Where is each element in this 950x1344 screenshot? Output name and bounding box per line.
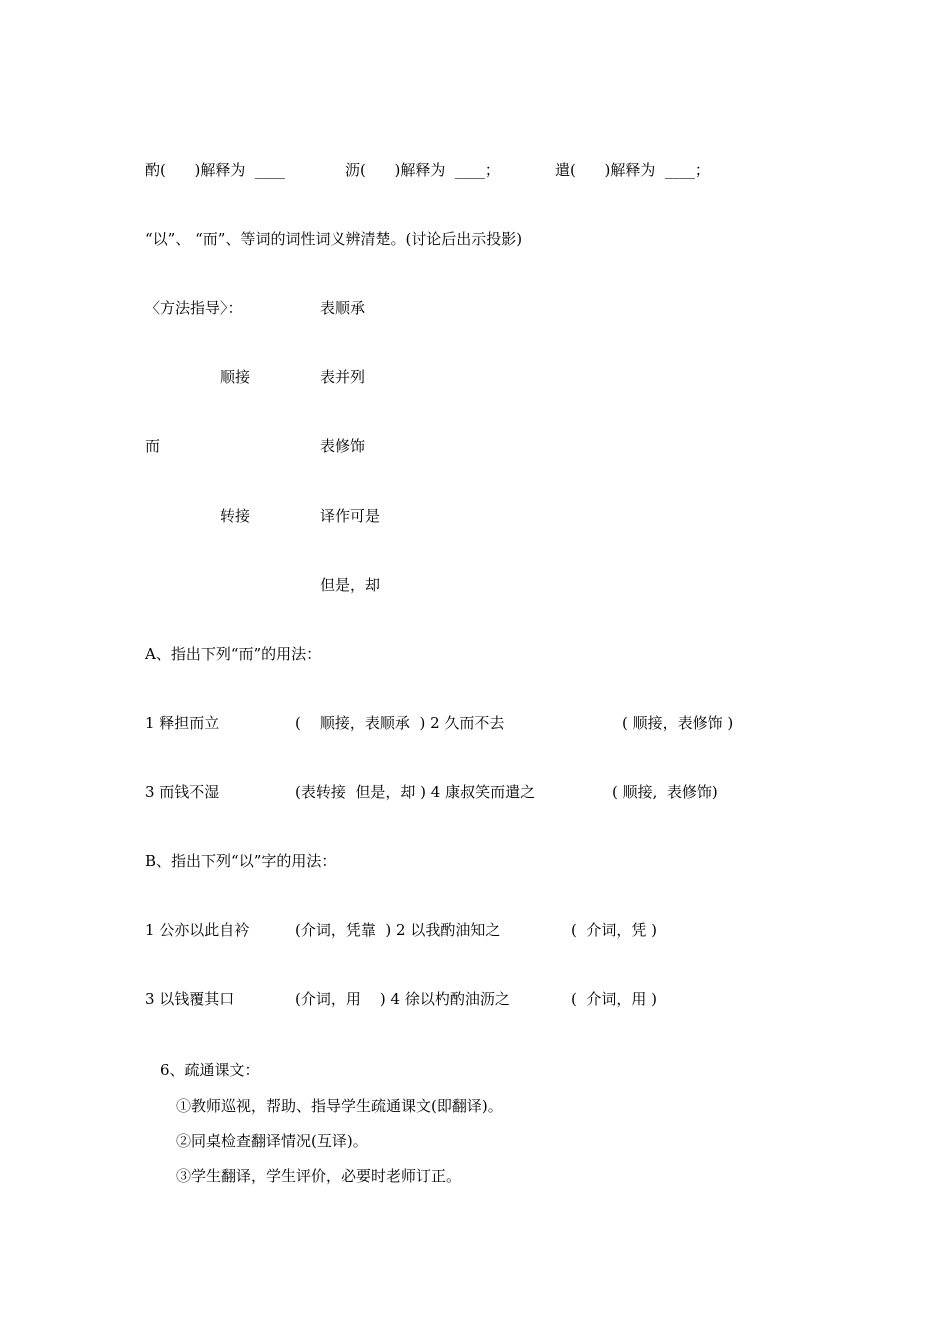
section-b-row2-right: ( 介词，用 ) [571, 990, 658, 1008]
section-a-row2-mid: (表转接 但是，却 ) 4 康叔笑而遣之 [295, 783, 536, 801]
method-heading: 〈方法指导〉： [145, 299, 243, 317]
section-a-row2-left: 3 而钱不湿 [145, 783, 220, 801]
blank-zhuo: 酌( )解释为 ____ [145, 161, 285, 179]
blank-qian: 遣( )解释为 ____； [555, 161, 710, 179]
section-b-row1-left: 1 公亦以此自衿 [145, 921, 250, 939]
method-item-shuncheng: 表顺承 [320, 299, 366, 317]
section-b-row1-mid: (介词，凭靠 ) 2 以我酌油知之 [295, 921, 501, 939]
method-item-danshi: 但是，却 [320, 576, 381, 594]
blank-li: 沥( )解释为 ____； [345, 161, 500, 179]
instruction-line: “以”、 “而”、等词的词性词义辨清楚。(讨论后出示投影) [145, 230, 523, 248]
method-item-xiushi: 表修饰 [320, 437, 366, 455]
section-b-row2-left: 3 以钱覆其口 [145, 990, 235, 1008]
section-6-step-2: ②同桌检查翻译情况(互译)。 [176, 1132, 368, 1150]
section-a-row1-right: ( 顺接，表修饰 ) [622, 714, 734, 732]
method-er: 而 [145, 437, 161, 455]
method-shunjie: 顺接 [220, 368, 251, 386]
method-item-kешi: 译作可是 [320, 507, 381, 525]
section-6-step-1: ①教师巡视，帮助、指导学生疏通课文(即翻译)。 [176, 1097, 503, 1115]
section-a-row1-left: 1 释担而立 [145, 714, 220, 732]
section-b-title: B、指出下列“以”字的用法： [145, 852, 337, 870]
section-a-title: A、指出下列“而”的用法： [145, 645, 322, 663]
section-6-step-3: ③学生翻译，学生评价，必要时老师订正。 [176, 1167, 462, 1185]
section-6-title: 6、疏通课文： [160, 1061, 260, 1079]
section-a-row2-right: ( 顺接, 表修饰) [612, 783, 718, 801]
section-a-row1-mid: ( 顺接，表顺承 ) 2 久而不去 [295, 714, 505, 732]
method-item-binglie: 表并列 [320, 368, 366, 386]
section-b-row2-mid: (介词，用 ) 4 徐以杓酌油沥之 [295, 990, 510, 1008]
method-zhuanjie: 转接 [220, 507, 251, 525]
section-b-row1-right: ( 介词，凭 ) [571, 921, 658, 939]
